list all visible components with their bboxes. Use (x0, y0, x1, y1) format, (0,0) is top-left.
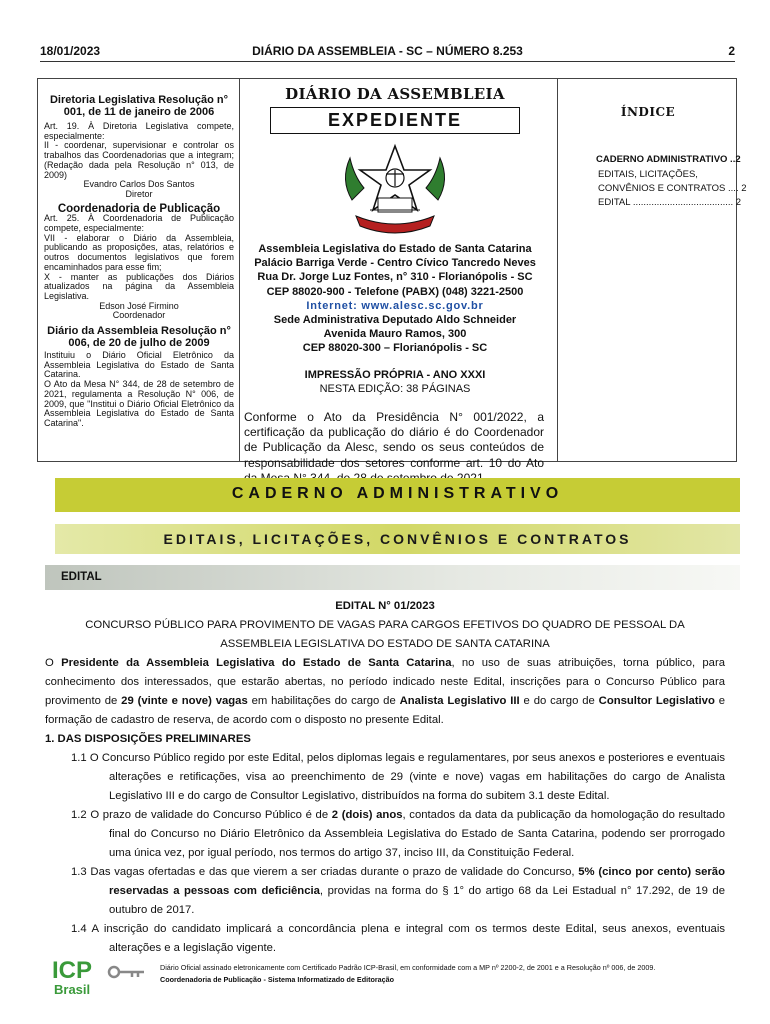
address-line-3: Rua Dr. Jorge Luz Fontes, n° 310 - Florianópolis - SC (257, 271, 533, 284)
index-item-convenios[interactable]: CONVÊNIOS E CONTRATOS .... 2 (598, 183, 747, 194)
page-header (40, 44, 735, 60)
footer (160, 962, 740, 986)
item-1-2: 1.2 O prazo de validade do Concurso Público é de 2 (dois) anos, contados da data da publicação da homologação do resultado final do Concurso no Diário Eletrônico da Assembleia Legislativa do Estado de Santa Catarina, podendo ser prorrogado uma única vez, por igual período, nos termos do artigo 37, inciso III, da Constituição Federal. (71, 809, 725, 859)
ato-mesa-text: O Ato da Mesa N° 344, de 28 de setembro de 2021, regulamenta a Resolução N° 006, de 2009, que "Institui o Diário Oficial Eletrônico da Assembleia Legislativa do Estado de Santa Catarina". (44, 379, 234, 428)
edital-body (45, 597, 725, 958)
address-line-2: Palácio Barriga Verde - Centro Cívico Tancredo Neves (254, 257, 536, 270)
coordenadoria-signer: Edson José Firmino (99, 300, 179, 311)
header-title: DIÁRIO DA ASSEMBLEIA - SC – NÚMERO 8.253 (252, 44, 523, 58)
certification-note: Conforme o Ato da Presidência N° 001/2022, a certificação da publicação do diário é do Coordenador de Publicação da Alesc, sendo os seus conteúdos de responsabilidade dos setores conforme art. 10 do Ato (244, 409, 544, 470)
coordenadoria-text: Art. 25. À Coordenadoria de Publicação compete, especialmente: (44, 213, 234, 234)
diretoria-items: II - coordenar, supervisionar e controlar os trabalhos das Coordenadorias que a integram; (Redação dada pela Resolução n° 013, de 2009) (44, 140, 234, 180)
diretoria-role: Diretor (125, 188, 153, 199)
edital-band (45, 565, 740, 590)
footer-system: Coordenadoria de Publicação - Sistema Informatizado de Editoração (160, 975, 395, 984)
edicao-line: NESTA EDIÇÃO: 38 PÁGINAS (319, 382, 471, 395)
address-line-7: Avenida Mauro Ramos, 300 (323, 328, 467, 341)
website-link[interactable]: Internet: www.alesc.sc.gov.br (306, 299, 484, 312)
coordenadoria-item-x: X - manter as publicações dos Diários atualizados na página da Assembleia Legislativa. (44, 271, 234, 301)
middle-column (240, 79, 550, 470)
item-1-4: 1.4 A inscrição do candidato implicará a concordância plena e integral com os termos deste Edital, seus anexos, eventuais alterações e a legislação vigente. (71, 923, 725, 954)
coat-of-arms-icon (330, 140, 460, 236)
caderno-band (55, 478, 740, 512)
impressao-block (240, 368, 550, 396)
coordenadoria-item-vii: VII - elaborar o Diário da Assembleia, publicando as proposições, atas, relatórios e outros documentos legislativos que forem encaminhados para esse fim; (44, 232, 234, 272)
edital-number: EDITAL N° 01/2023 (335, 600, 435, 612)
coordenadoria-title: Coordenadoria de Publicação (57, 202, 221, 215)
header-rule (40, 61, 735, 62)
diretoria-title: Diretoria Legislativa Resolução n° 001, de 11 de janeiro de 2006 (49, 94, 228, 118)
address-block (240, 242, 550, 356)
editais-title: EDITAIS, LICITAÇÕES, CONVÊNIOS E CONTRATOS (163, 531, 632, 547)
index-item-edital[interactable]: EDITAL ...................................... 2 (598, 197, 742, 208)
index-column (558, 79, 747, 461)
masthead-box (37, 78, 747, 470)
icp-brasil-logo-icon (52, 956, 147, 996)
svg-text:Brasil: Brasil (54, 982, 91, 996)
edital-section-label: EDITAL (61, 571, 102, 583)
diario-title: DIÁRIO DA ASSEMBLEIA (285, 85, 505, 103)
svg-text:ICP: ICP (52, 957, 93, 984)
header-date: 18/01/2023 (40, 44, 101, 58)
coordenadoria-role: Coordenador (112, 310, 166, 321)
footer-certification: Diário Oficial assinado eletronicamente com Certificado Padrão ICP-Brasil, em conformidade com a MP nº 2200-2, de 2001 e a Resolução nº 006, de 2009. (160, 963, 656, 972)
expediente-title: EXPEDIENTE (270, 107, 520, 134)
page-number: 2 (728, 44, 735, 58)
impressao-line: IMPRESSÃO PRÓPRIA - ANO XXXI (304, 368, 486, 381)
index-item-editais[interactable]: EDITAIS, LICITAÇÕES, (598, 169, 698, 180)
section-1-heading: 1. DAS DISPOSIÇÕES PRELIMINARES (45, 733, 251, 745)
caderno-title: CADERNO ADMINISTRATIVO (231, 485, 564, 502)
address-line-6: Sede Administrativa Deputado Aldo Schneider (273, 314, 517, 327)
item-1-1: 1.1 O Concurso Público regido por este Edital, pelos diplomas legais e regulamentares, por seus anexos e posteriores e eventuais alterações e retificações, visa ao preenchimento de 29 (vinte e nove) vagas em habilitações do cargo de Analista Legislativo III e do cargo de Consultor Legislativo, distribuídos na forma do subitem 3.1 deste Edital. (71, 752, 725, 802)
left-column (38, 79, 238, 461)
index-item-caderno[interactable]: CADERNO ADMINISTRATIVO ..2 (596, 154, 741, 165)
address-line-1: Assembleia Legislativa do Estado de Santa Catarina (258, 243, 532, 255)
editais-band (55, 524, 740, 554)
edital-subtitle-1: CONCURSO PÚBLICO PARA PROVIMENTO DE VAGAS PARA CARGOS EFETIVOS DO QUADRO DE PESSOAL DA (85, 619, 685, 631)
resolucao-title: Diário da Assembleia Resolução n° 006, de 20 de julho de 2009 (47, 325, 231, 349)
address-line-4: CEP 88020-900 - Telefone (PABX) (048) 3221-2500 (266, 285, 524, 298)
index-title: ÍNDICE (620, 105, 676, 119)
edital-subtitle-2: ASSEMBLEIA LEGISLATIVA DO ESTADO DE SANTA CATARINA (220, 638, 550, 650)
address-line-8: CEP 88020-300 – Florianópolis - SC (302, 342, 488, 355)
diretoria-signer: Evandro Carlos Dos Santos (83, 179, 195, 190)
item-1-3: 1.3 Das vagas ofertadas e das que vierem a ser criadas durante o prazo de validade do Concurso, 5% (cinco por cento) serão reservadas a pessoas com deficiência, providas na forma do § 1° do artigo 68 da Lei Estadual n° 17.292, de 19 de outubro de 2017. (71, 866, 725, 916)
edital-intro: O Presidente da Assembleia Legislativa do Estado de Santa Catarina, no uso de suas atribuições, torna público, para conhecimento dos interessados, que estarão abertas, no período indicado neste Edital, inscrições para o Concurso Público para provimento de 29 (vinte e nove) vagas em habilitações do cargo de Analista Legislativo III e do cargo de Consultor Legislativo e formação de cadastro de reserva, de acordo com o disposto no presente Edital. (45, 657, 726, 726)
resolucao-text: Instituiu o Diário Oficial Eletrônico da Assembleia Legislativa do Estado de Santa Catarina. (44, 350, 234, 380)
diretoria-text: Art. 19. À Diretoria Legislativa compete, especialmente: (44, 121, 234, 141)
